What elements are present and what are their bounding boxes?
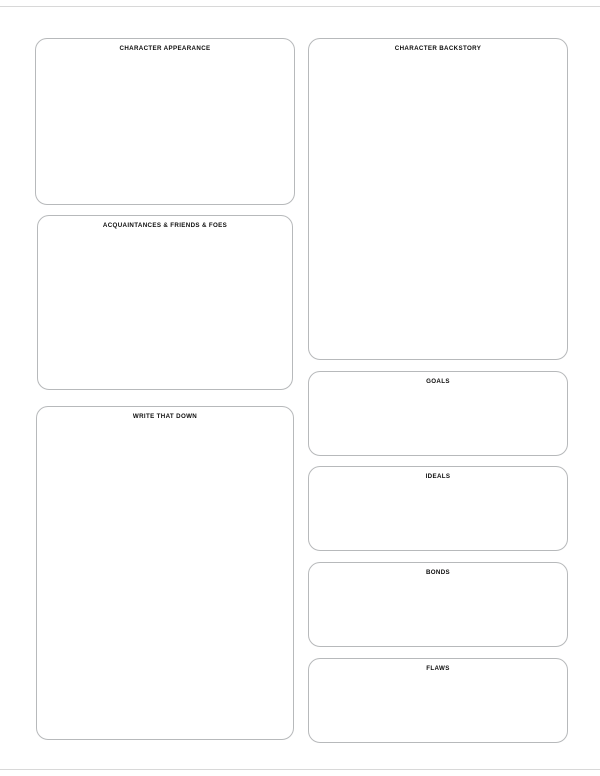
panel-input-ideals[interactable] xyxy=(317,485,559,542)
panel-title-ideals: IDEALS xyxy=(425,473,451,480)
panel-flaws[interactable] xyxy=(308,658,568,743)
panel-character-backstory[interactable] xyxy=(308,38,568,360)
panel-input-flaws[interactable] xyxy=(317,677,559,734)
panel-input-bonds[interactable] xyxy=(317,581,559,638)
panel-input-character-appearance[interactable] xyxy=(44,57,286,196)
panel-character-appearance[interactable] xyxy=(35,38,295,205)
panel-title-goals: GOALS xyxy=(426,378,450,385)
panel-title-character-backstory: CHARACTER BACKSTORY xyxy=(394,45,482,52)
panel-title-write-that-down: WRITE THAT DOWN xyxy=(132,413,198,420)
panel-input-acquaintances-friends-foes[interactable] xyxy=(46,234,284,381)
panel-title-character-appearance: CHARACTER APPEARANCE xyxy=(119,45,211,52)
panel-title-acquaintances-friends-foes: ACQUAINTANCES & FRIENDS & FOES xyxy=(102,222,228,229)
panel-input-goals[interactable] xyxy=(317,390,559,447)
panel-goals[interactable] xyxy=(308,371,568,456)
panel-ideals[interactable] xyxy=(308,466,568,551)
panel-acquaintances-friends-foes[interactable] xyxy=(37,215,293,390)
panel-write-that-down[interactable] xyxy=(36,406,294,740)
panel-bonds[interactable] xyxy=(308,562,568,647)
panel-input-write-that-down[interactable] xyxy=(45,425,285,731)
panel-title-bonds: BONDS xyxy=(425,569,451,576)
panel-title-flaws: FLAWS xyxy=(426,665,450,672)
panel-input-character-backstory[interactable] xyxy=(317,57,559,351)
